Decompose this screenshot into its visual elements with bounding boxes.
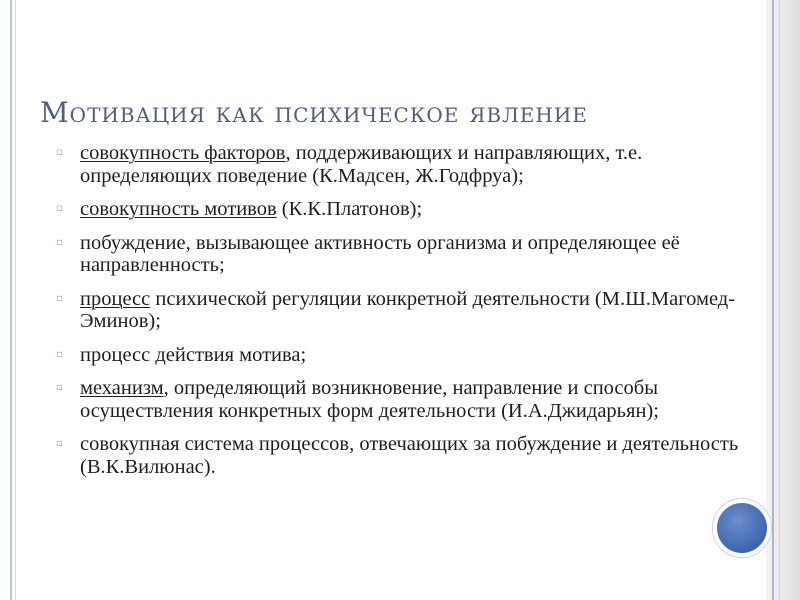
item-text: , поддерживающих и направляющих, т.е. определяющих поведение (К.Мадсен, Ж.Годфруа);	[80, 142, 643, 187]
right-border-line-inner	[779, 0, 780, 600]
list-item	[54, 142, 774, 187]
item-underlined-lead: процесс	[80, 287, 151, 310]
left-border-line-inner	[15, 0, 16, 600]
slide-content	[54, 142, 774, 489]
list-item	[54, 288, 774, 333]
list-item	[54, 232, 774, 277]
decorative-circle	[713, 499, 771, 557]
list-item	[54, 377, 774, 422]
list-item	[54, 433, 774, 478]
item-underlined-lead: совокупность мотивов	[80, 198, 277, 220]
square-bullet-icon: ▫	[56, 147, 63, 158]
square-bullet-icon: ▫	[56, 382, 63, 393]
item-underlined-lead: совокупность факторов	[80, 142, 286, 164]
square-bullet-icon: ▫	[56, 236, 63, 248]
item-text: (К.К.Платонов);	[276, 198, 423, 220]
left-border-line	[10, 0, 12, 600]
item-underlined-lead: механизм	[80, 377, 164, 399]
item-text: побуждение, вызывающее активность организма и определяющее её направленность;	[80, 231, 680, 276]
item-text: процесс действия мотива;	[80, 343, 307, 366]
square-bullet-icon: ▫	[56, 348, 63, 360]
list-item	[54, 344, 774, 367]
bullet-list	[54, 142, 774, 478]
list-item	[54, 198, 774, 221]
square-bullet-icon: ▫	[56, 203, 63, 214]
item-text: психической регуляции конкретной деятельности (М.Ш.Магомед-Эминов);	[80, 287, 736, 332]
item-text: совокупная система процессов, отвечающих за побуждение и деятельность (В.К.Вилюнас).	[80, 433, 739, 478]
slide-title: Мотивация как психическое явление	[40, 96, 588, 129]
square-bullet-icon: ▫	[56, 438, 63, 449]
item-text: , определяющий возникновение, направление и способы осуществления конкретных форм деятельности (И.А.Джидарьян);	[80, 377, 659, 422]
square-bullet-icon: ▫	[56, 292, 63, 304]
